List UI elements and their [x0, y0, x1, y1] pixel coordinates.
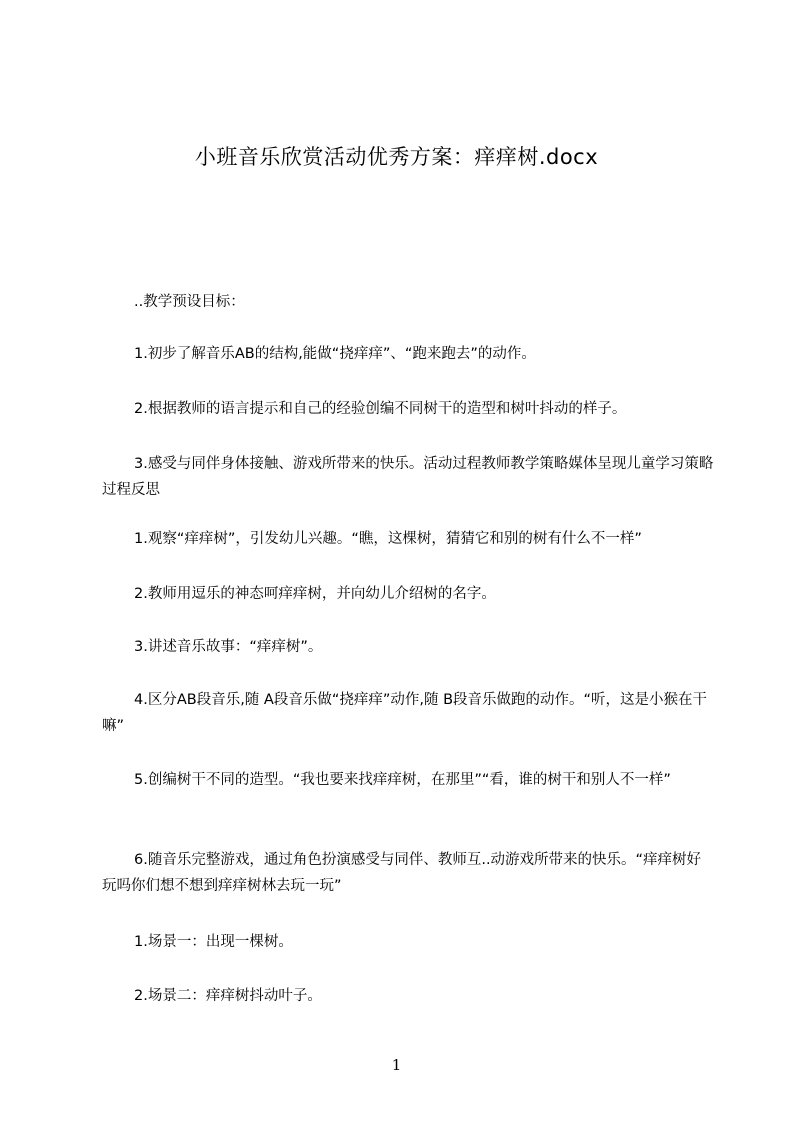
paragraph-step-1: 1.观察“痒痒树”，引发幼儿兴趣。“瞧，这棵树，猜猜它和别的树有什么不一样” — [134, 531, 642, 547]
paragraph-goals-heading: ..教学预设目标： — [134, 294, 245, 310]
paragraph-step-2: 2.教师用逗乐的神态呵痒痒树，并向幼儿介绍树的名字。 — [134, 586, 496, 602]
paragraph-scene-2: 2.场景二：痒痒树抖动叶子。 — [134, 988, 322, 1004]
page-number: 1 — [391, 1056, 402, 1074]
paragraph-step-3: 3.讲述音乐故事：“痒痒树”。 — [134, 639, 323, 655]
paragraph-scene-1: 1.场景一：出现一棵树。 — [134, 934, 293, 950]
paragraph-goal-2: 2.根据教师的语言提示和自己的经验创编不同树干的造型和树叶抖动的样子。 — [134, 401, 627, 417]
paragraph-step-5: 5.创编树干不同的造型。“我也要来找痒痒树，在那里”“看，谁的树干和别人不一样” — [134, 772, 671, 788]
paragraph-step-4: 4.区分AB段音乐,随 A段音乐做“挠痒痒”动作,随 B段音乐做跑的动作。“听，这是小猴在干嘛” — [102, 692, 708, 734]
paragraph-goal-1: 1.初步了解音乐AB的结构,能做“挠痒痒”、“跑来跑去”的动作。 — [134, 346, 536, 362]
document-title: 小班音乐欣赏活动优秀方案：痒痒树.docx — [194, 145, 599, 169]
paragraph-goal-3: 3.感受与同伴身体接触、游戏所带来的快乐。活动过程教师教学策略媒体呈现儿童学习策略过程反思 — [102, 456, 714, 498]
paragraph-step-6: 6.随音乐完整游戏，通过角色扮演感受与同伴、教师互..动游戏所带来的快乐。“痒痒树好玩吗你们想不想到痒痒树林去玩一玩” — [102, 852, 702, 894]
